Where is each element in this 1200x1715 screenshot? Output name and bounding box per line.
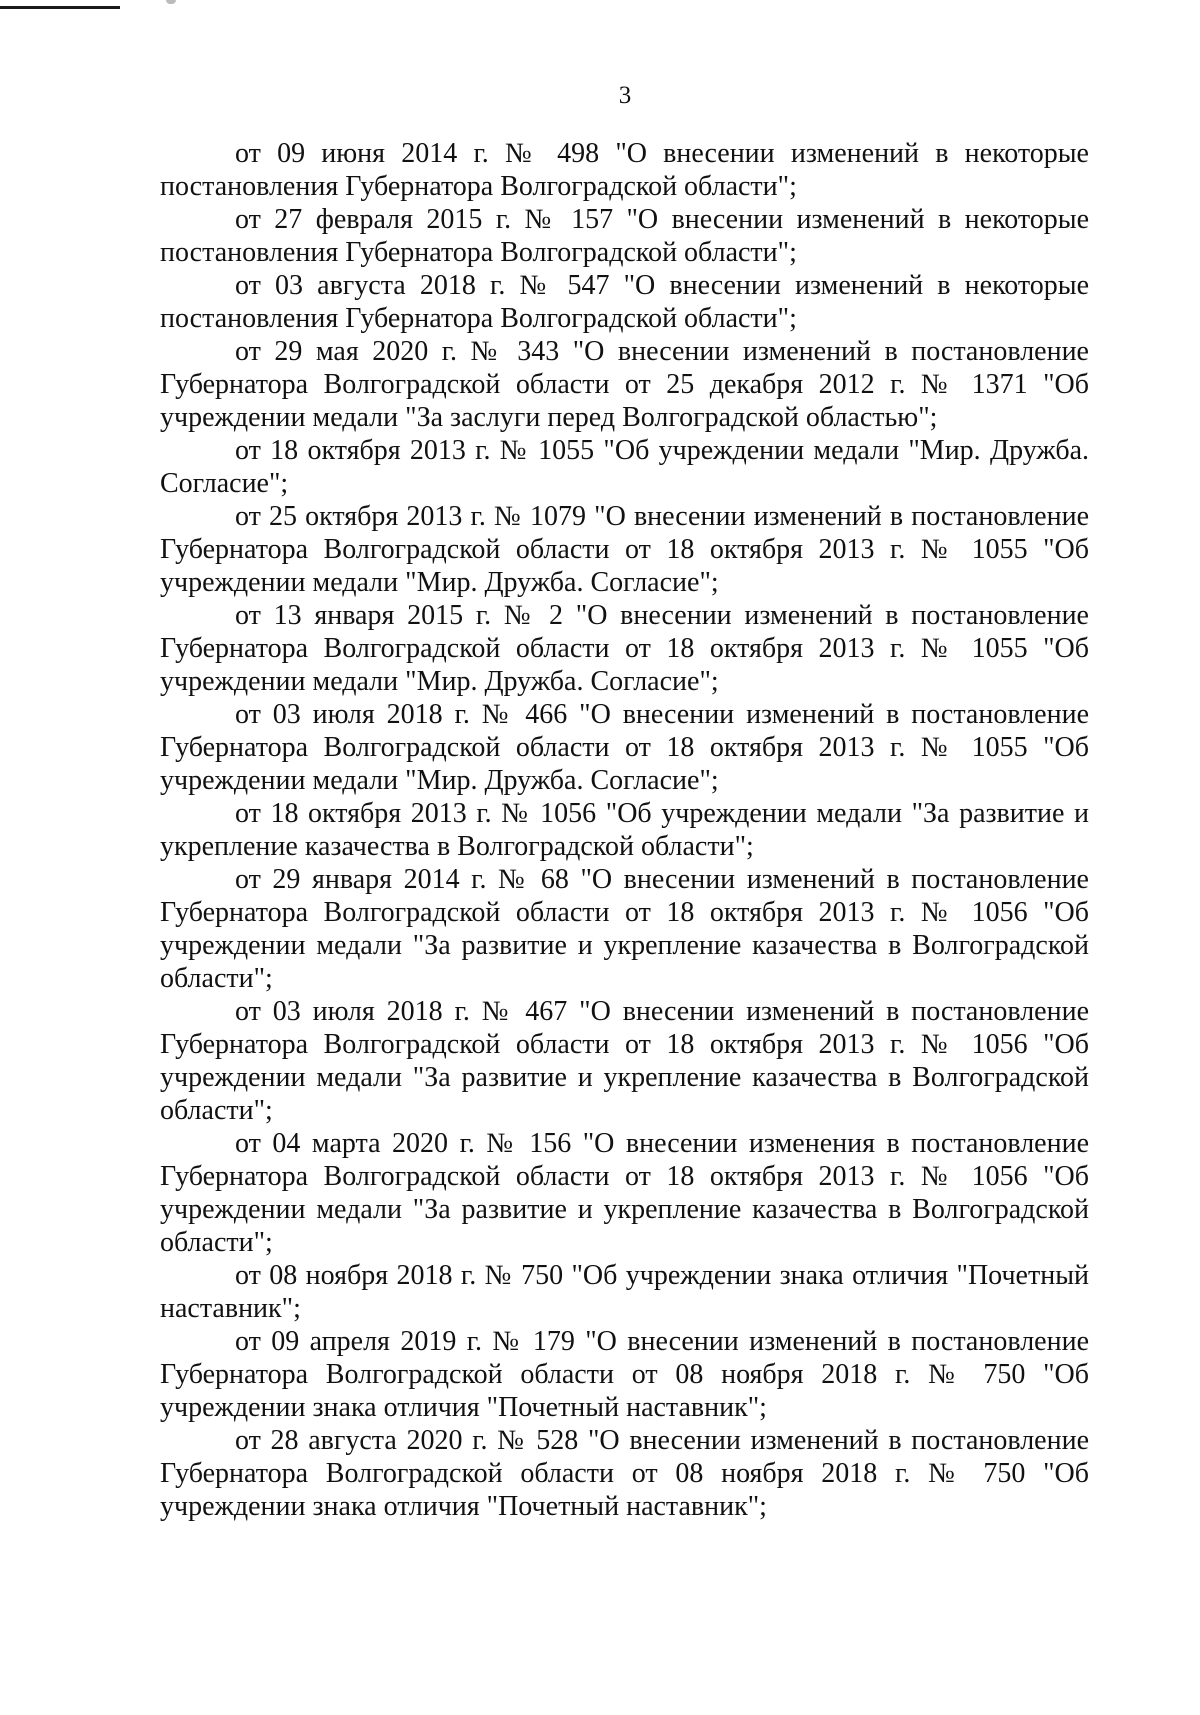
page-number: 3 [618,82,632,109]
list-item: от 25 октября 2013 г. № 1079 "О внесении изменений в постановление Губернатора Волгоградской области от 18 октября 2013 г. № 1055 "Об учреждении медали "Мир. Дружба. Согласие"; [160,501,1089,598]
list-item: от 04 марта 2020 г. № 156 "О внесении изменения в постановление Губернатора Волгоградской области от 18 октября 2013 г. № 1056 "Об учреждении медали "За развитие и укрепление казачества в Волгоградской области"; [160,1128,1089,1258]
list-item: от 09 апреля 2019 г. № 179 "О внесении изменений в постановление Губернатора Волгоградской области от 08 ноября 2018 г. № 750 "Об учреждении знака отличия "Почетный наставник"; [160,1326,1089,1423]
list-item: от 09 июня 2014 г. № 498 "О внесении изменений в некоторые постановления Губернатора Волгоградской области"; [160,138,1089,202]
scan-edge-mark [0,6,120,9]
list-item: от 29 мая 2020 г. № 343 "О внесении изменений в постановление Губернатора Волгоградской области от 25 декабря 2012 г. № 1371 "Об учреждении медали "За заслуги перед Волгоградской областью"; [160,336,1089,433]
list-item: от 18 октября 2013 г. № 1056 "Об учреждении медали "За развитие и укрепление казачества в Волгоградской области"; [160,798,1089,862]
list-item: от 13 января 2015 г. № 2 "О внесении изменений в постановление Губернатора Волгоградской области от 18 октября 2013 г. № 1055 "Об учреждении медали "Мир. Дружба. Согласие"; [160,600,1089,697]
document-body [160,137,1089,1523]
list-item: от 27 февраля 2015 г. № 157 "О внесении изменений в некоторые постановления Губернатора Волгоградской области"; [160,204,1089,268]
list-item: от 18 октября 2013 г. № 1055 "Об учреждении медали "Мир. Дружба. Согласие"; [160,435,1089,499]
list-item: от 29 января 2014 г. № 68 "О внесении изменений в постановление Губернатора Волгоградской области от 18 октября 2013 г. № 1056 "Об учреждении медали "За развитие и укрепление казачества в Волгоградской области"; [160,864,1089,994]
list-item: от 03 августа 2018 г. № 547 "О внесении изменений в некоторые постановления Губернатора Волгоградской области"; [160,270,1089,334]
list-item: от 03 июля 2018 г. № 467 "О внесении изменений в постановление Губернатора Волгоградской области от 18 октября 2013 г. № 1056 "Об учреждении медали "За развитие и укрепление казачества в Волгоградской области"; [160,996,1089,1126]
list-item: от 08 ноября 2018 г. № 750 "Об учреждении знака отличия "Почетный наставник"; [160,1260,1089,1324]
scan-dot-mark [166,0,176,4]
list-item: от 28 августа 2020 г. № 528 "О внесении изменений в постановление Губернатора Волгоградской области от 08 ноября 2018 г. № 750 "Об учреждении знака отличия "Почетный наставник"; [160,1425,1089,1522]
list-item: от 03 июля 2018 г. № 466 "О внесении изменений в постановление Губернатора Волгоградской области от 18 октября 2013 г. № 1055 "Об учреждении медали "Мир. Дружба. Согласие"; [160,699,1089,796]
